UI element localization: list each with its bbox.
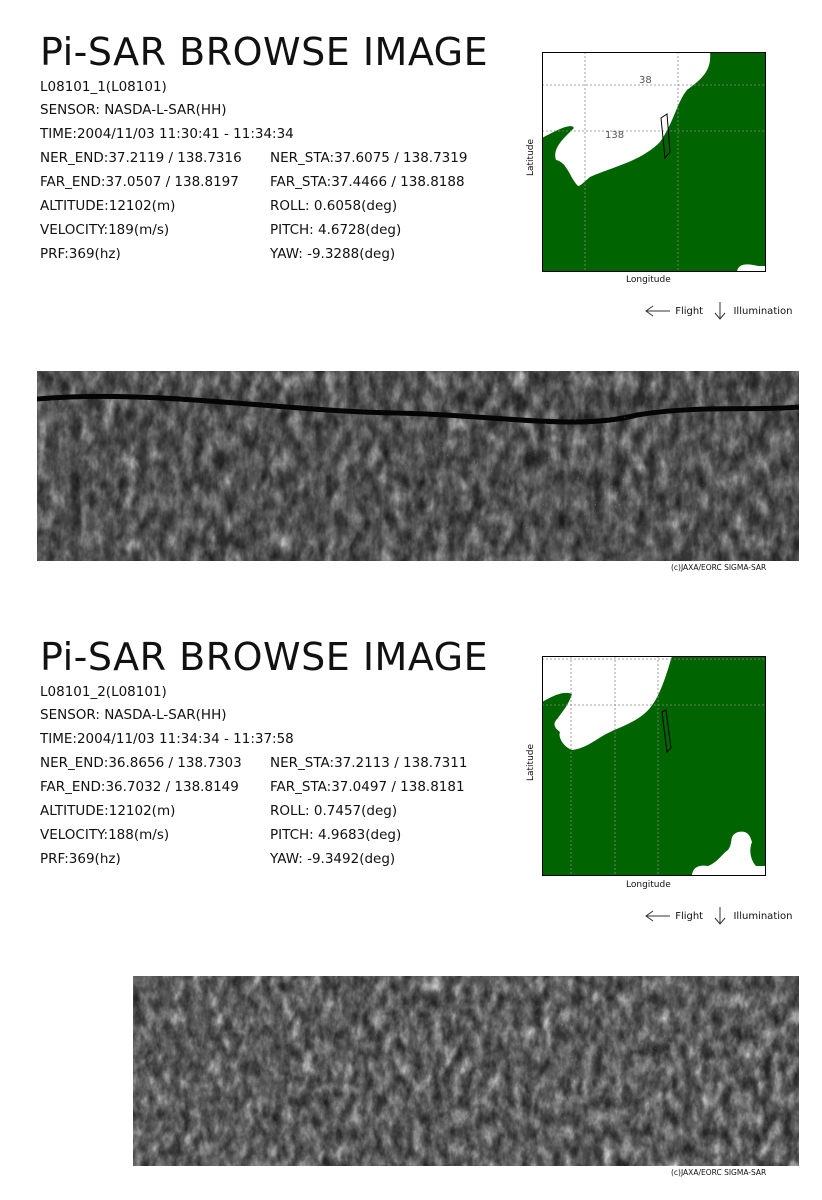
latitude-label: Latitude — [526, 743, 536, 781]
latitude-label: Latitude — [526, 138, 536, 176]
sar-texture — [133, 976, 799, 1166]
roll: ROLL: 0.7457(deg) — [270, 803, 398, 819]
flight-label: Flight — [675, 911, 704, 922]
ner-sta: NER_STA:37.6075 / 138.7319 — [270, 150, 468, 166]
sensor-info: SENSOR: NASDA-L-SAR(HH) — [40, 707, 227, 723]
prf: PRF:369(hz) — [40, 851, 121, 867]
illumination-label: Illumination — [733, 306, 793, 317]
altitude: ALTITUDE:12102(m) — [40, 803, 176, 819]
copyright-credit: (c)JAXA/EORC SIGMA-SAR — [671, 563, 767, 572]
illumination-label: Illumination — [733, 911, 793, 922]
ner-end: NER_END:36.8656 / 138.7303 — [40, 755, 242, 771]
altitude: ALTITUDE:12102(m) — [40, 198, 176, 214]
sensor-info: SENSOR: NASDA-L-SAR(HH) — [40, 102, 227, 118]
pitch: PITCH: 4.9683(deg) — [270, 827, 402, 843]
illumination-arrow-icon — [710, 906, 730, 926]
flight-label: Flight — [675, 306, 704, 317]
direction-legend — [644, 301, 792, 321]
location-map — [542, 656, 766, 876]
page-title: Pi-SAR BROWSE IMAGE — [40, 635, 489, 679]
sar-image — [133, 976, 799, 1166]
flight-arrow-icon — [644, 305, 672, 317]
far-end: FAR_END:37.0507 / 138.8197 — [40, 174, 239, 190]
sar-image — [37, 371, 799, 561]
scene-id: L08101_1(L08101) — [40, 79, 167, 95]
velocity: VELOCITY:189(m/s) — [40, 222, 170, 238]
illumination-arrow-icon — [710, 301, 730, 321]
copyright-credit: (c)JAXA/EORC SIGMA-SAR — [671, 1168, 767, 1177]
pitch: PITCH: 4.6728(deg) — [270, 222, 402, 238]
location-map — [542, 52, 766, 272]
map-graphic — [542, 52, 766, 272]
page-title: Pi-SAR BROWSE IMAGE — [40, 30, 489, 74]
longitude-label: Longitude — [626, 880, 671, 890]
flight-arrow-icon — [644, 910, 672, 922]
longitude-label: Longitude — [626, 275, 671, 285]
scene-id: L08101_2(L08101) — [40, 684, 167, 700]
roll: ROLL: 0.6058(deg) — [270, 198, 398, 214]
far-end: FAR_END:36.7032 / 138.8149 — [40, 779, 239, 795]
time-info: TIME:2004/11/03 11:30:41 - 11:34:34 — [40, 126, 294, 142]
ner-sta: NER_STA:37.2113 / 138.7311 — [270, 755, 468, 771]
browse-panel-2 — [0, 605, 822, 1200]
grid-label-lat: 38 — [639, 75, 652, 86]
time-info: TIME:2004/11/03 11:34:34 - 11:37:58 — [40, 731, 294, 747]
ner-end: NER_END:37.2119 / 138.7316 — [40, 150, 242, 166]
grid-label-lon: 138 — [605, 130, 625, 141]
velocity: VELOCITY:188(m/s) — [40, 827, 170, 843]
yaw: YAW: -9.3492(deg) — [270, 851, 396, 867]
far-sta: FAR_STA:37.4466 / 138.8188 — [270, 174, 465, 190]
prf: PRF:369(hz) — [40, 246, 121, 262]
direction-legend — [644, 906, 792, 926]
sar-texture — [37, 371, 799, 561]
map-graphic — [542, 656, 766, 876]
yaw: YAW: -9.3288(deg) — [270, 246, 396, 262]
far-sta: FAR_STA:37.0497 / 138.8181 — [270, 779, 465, 795]
browse-panel-1 — [0, 0, 822, 595]
